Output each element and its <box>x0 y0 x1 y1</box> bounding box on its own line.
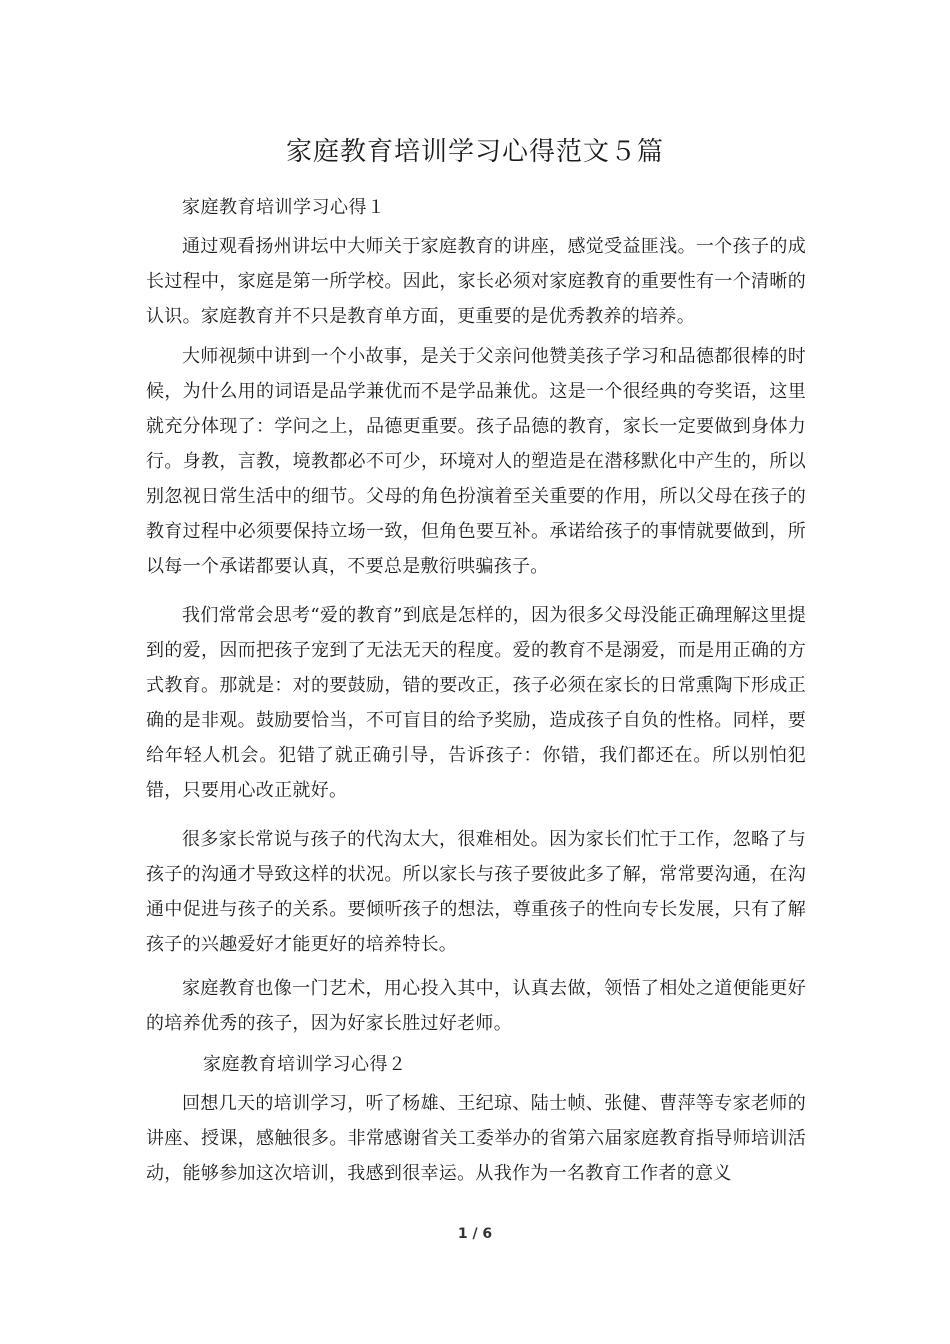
paragraph: 家庭教育也像一门艺术，用心投入其中，认真去做，领悟了相处之道便能更好的培养优秀的孩子，因为好家长胜过好老师。 <box>146 978 806 1034</box>
paragraph: 我们常常会思考“爱的教育”到底是怎样的，因为很多父母没能正确理解这里提到的爱，因而把孩子宠到了无法无天的程度。爱的教育不是溺爱，而是用正确的方式教育。那就是：对的要鼓励，错的要改正，孩子必须在家长的日常熏陶下形成正确的是非观。鼓励要恰当，不可盲目的给予奖励，造成孩子自负的性格。同样，要给年轻人机会。犯错了就正确引导，告诉孩子：你错，我们都还在。所以别怕犯错，只要用心改正就好。 <box>146 605 806 801</box>
paragraph: 回想几天的培训学习，听了杨雄、王纪琼、陆士帧、张健、曹萍等专家老师的讲座、授课，感触很多。非常感谢省关工委举办的省第六届家庭教育指导师培训活动，能够参加这次培训，我感到很幸运。从我作为一名教育工作者的意义 <box>146 1093 806 1184</box>
document-title: 家庭教育培训学习心得范文５篇 <box>285 137 664 167</box>
paragraph: 大师视频中讲到一个小故事，是关于父亲问他赞美孩子学习和品德都很棒的时候，为什么用的词语是品学兼优而不是学品兼优。这是一个很经典的夸奖语，这里就充分体现了：学问之上，品德更重要。孩子品德的教育，家长一定要做到身体力行。身教，言教，境教都必不可少，环境对人的塑造是在潜移默化中产生的，所以别忽视日常生活中的细节。父母的角色扮演着至关重要的作用，所以父母在孩子的教育过程中必须要保持立场一致，但角色要互补。承诺给孩子的事情就要做到，所以每一个承诺都要认真，不要总是敷衍哄骗孩子。 <box>146 346 806 577</box>
paragraph: 通过观看扬州讲坛中大师关于家庭教育的讲座，感觉受益匪浅。一个孩子的成长过程中，家庭是第一所学校。因此，家长必须对家庭教育的重要性有一个清晰的认识。家庭教育并不只是教育单方面，更重要的是优秀教养的培养。 <box>146 236 806 327</box>
section-heading-2: 家庭教育培训学习心得２ <box>203 1054 407 1075</box>
page-number: 1 / 6 <box>457 1226 493 1242</box>
section-heading-1: 家庭教育培训学习心得１ <box>182 197 386 218</box>
paragraph: 很多家长常说与孩子的代沟太大，很难相处。因为家长们忙于工作，忽略了与孩子的沟通才导致这样的状况。所以家长与孩子要彼此多了解，常常要沟通，在沟通中促进与孩子的关系。要倾听孩子的想法，尊重孩子的性向专长发展，只有了解孩子的兴趣爱好才能更好的培养特长。 <box>146 829 806 955</box>
